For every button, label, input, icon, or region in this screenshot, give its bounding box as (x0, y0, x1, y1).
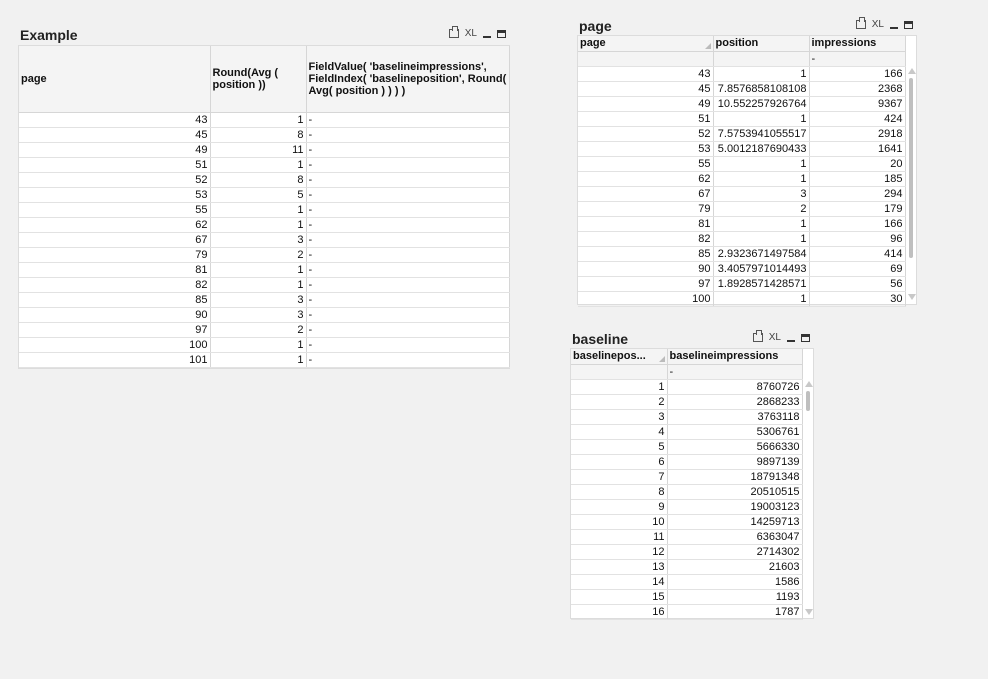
table-row[interactable] (19, 232, 509, 247)
table-cell: 5 (571, 439, 667, 454)
table-row[interactable] (19, 127, 509, 142)
table-cell: 1 (210, 112, 306, 127)
scroll-thumb[interactable] (806, 391, 810, 411)
table-cell: 67 (19, 232, 210, 247)
maximize-icon[interactable] (497, 30, 506, 38)
table-cell: 2 (713, 201, 809, 216)
table-cell: 49 (578, 96, 713, 111)
filter-row[interactable] (578, 51, 905, 66)
table-row[interactable] (571, 514, 802, 529)
col-header-page[interactable]: page (19, 46, 210, 112)
table-cell: 100 (19, 337, 210, 352)
example-table (19, 46, 510, 368)
table-cell: - (306, 292, 509, 307)
table-cell: 16 (571, 604, 667, 619)
table-cell: 1 (210, 157, 306, 172)
table-cell: 81 (19, 262, 210, 277)
table-cell: 7.8576858108108 (713, 81, 809, 96)
table-row[interactable] (19, 337, 509, 352)
table-cell: 43 (19, 112, 210, 127)
table-cell: 7 (571, 469, 667, 484)
table-row[interactable] (571, 484, 802, 499)
table-cell: - (306, 352, 509, 367)
table-cell: 1 (713, 231, 809, 246)
table-cell: 8 (210, 127, 306, 142)
table-cell: 166 (809, 216, 905, 231)
table-cell: 1 (210, 352, 306, 367)
table-cell: 14 (571, 574, 667, 589)
table-cell: 55 (19, 202, 210, 217)
table-cell: 2 (210, 322, 306, 337)
col-header-baselineposition[interactable]: baselinepos... (571, 349, 667, 364)
table-cell: 3 (713, 186, 809, 201)
table-cell: - (306, 157, 509, 172)
table-cell: 5 (210, 187, 306, 202)
baseline-table (571, 349, 803, 620)
table-cell: 424 (809, 111, 905, 126)
minimize-icon[interactable] (890, 27, 898, 29)
xl-export-icon[interactable]: XL (768, 332, 781, 343)
table-cell: - (306, 172, 509, 187)
table-cell: 1586 (667, 574, 802, 589)
table-row[interactable] (571, 559, 802, 574)
table-cell: 11 (210, 142, 306, 157)
table-row[interactable] (19, 157, 509, 172)
table-cell: 30 (809, 291, 905, 306)
table-cell: 96 (809, 231, 905, 246)
filter-cell[interactable]: - (809, 51, 905, 66)
table-cell: 2868233 (667, 394, 802, 409)
table-cell: 21603 (667, 559, 802, 574)
table-row[interactable] (19, 277, 509, 292)
table-cell: 1.8928571428571 (713, 276, 809, 291)
table-cell: 1193 (667, 589, 802, 604)
table-cell: 56 (809, 276, 905, 291)
table-row[interactable] (571, 439, 802, 454)
page-title: page (579, 18, 612, 34)
print-icon[interactable] (753, 333, 763, 342)
table-cell: 51 (578, 111, 713, 126)
table-cell: 1 (210, 337, 306, 352)
xl-export-icon[interactable]: XL (464, 28, 477, 39)
table-cell: 8 (571, 484, 667, 499)
table-row[interactable] (571, 574, 802, 589)
table-row[interactable] (19, 142, 509, 157)
table-cell: 62 (578, 171, 713, 186)
table-cell: 52 (19, 172, 210, 187)
table-cell: 9367 (809, 96, 905, 111)
table-cell: 8 (210, 172, 306, 187)
table-row[interactable] (19, 322, 509, 337)
table-cell: 18791348 (667, 469, 802, 484)
table-row[interactable] (19, 112, 509, 127)
table-row[interactable] (578, 231, 905, 246)
filter-cell[interactable]: - (667, 364, 802, 379)
filter-cell[interactable] (578, 51, 713, 66)
table-cell: 85 (19, 292, 210, 307)
table-cell: 1 (713, 156, 809, 171)
table-cell: 81 (578, 216, 713, 231)
table-cell: 8760726 (667, 379, 802, 394)
table-row[interactable] (19, 352, 509, 367)
page-table-box (577, 15, 917, 305)
table-cell: 5666330 (667, 439, 802, 454)
table-row[interactable] (578, 201, 905, 216)
table-cell: 20 (809, 156, 905, 171)
table-cell: 2 (571, 394, 667, 409)
table-cell: 3 (210, 307, 306, 322)
table-cell: - (306, 127, 509, 142)
table-cell: 20510515 (667, 484, 802, 499)
table-cell: 101 (19, 352, 210, 367)
table-cell: 62 (19, 217, 210, 232)
table-cell: 12 (571, 544, 667, 559)
scroll-thumb[interactable] (909, 78, 913, 258)
example-grid (18, 45, 510, 369)
maximize-icon[interactable] (904, 21, 913, 29)
table-cell: 1 (210, 277, 306, 292)
table-cell: 53 (578, 141, 713, 156)
table-cell: 9 (571, 499, 667, 514)
table-cell: 82 (578, 231, 713, 246)
page-table (578, 36, 906, 307)
table-row[interactable] (578, 261, 905, 276)
table-cell: - (306, 307, 509, 322)
table-row[interactable] (19, 262, 509, 277)
table-cell: 414 (809, 246, 905, 261)
baseline-caption-icons (753, 332, 810, 343)
table-cell: - (306, 142, 509, 157)
table-cell: 9897139 (667, 454, 802, 469)
baseline-title: baseline (572, 331, 629, 347)
table-cell: - (306, 112, 509, 127)
table-row[interactable] (578, 111, 905, 126)
table-cell: 2714302 (667, 544, 802, 559)
minimize-icon[interactable] (787, 340, 795, 342)
print-icon[interactable] (856, 20, 866, 29)
table-cell: 79 (578, 201, 713, 216)
table-cell: 1 (210, 202, 306, 217)
table-row[interactable] (578, 246, 905, 261)
table-cell: 5306761 (667, 424, 802, 439)
col-header-round-avg-position[interactable]: Round(Avg ( position )) (210, 46, 306, 112)
table-cell: 1 (713, 291, 809, 306)
table-row[interactable] (578, 291, 905, 306)
maximize-icon[interactable] (801, 334, 810, 342)
table-row[interactable] (571, 589, 802, 604)
table-row[interactable] (19, 307, 509, 322)
table-cell: 294 (809, 186, 905, 201)
table-row[interactable] (578, 171, 905, 186)
table-row[interactable] (578, 156, 905, 171)
table-cell: 19003123 (667, 499, 802, 514)
table-cell: 79 (19, 247, 210, 262)
table-cell: 45 (578, 81, 713, 96)
example-caption-icons (449, 28, 506, 39)
table-row[interactable] (578, 276, 905, 291)
table-cell: 166 (809, 66, 905, 81)
table-row[interactable] (19, 292, 509, 307)
col-header-position[interactable]: position (713, 36, 809, 51)
xl-export-icon[interactable]: XL (871, 19, 884, 30)
table-cell: 90 (578, 261, 713, 276)
page-caption-icons (856, 19, 913, 30)
table-row[interactable] (19, 202, 509, 217)
table-cell: 14259713 (667, 514, 802, 529)
table-cell: 55 (578, 156, 713, 171)
col-header-page[interactable]: page (578, 36, 713, 51)
scroll-up-icon[interactable] (908, 68, 916, 74)
baseline-grid (570, 348, 814, 619)
table-cell: - (306, 202, 509, 217)
print-icon[interactable] (449, 29, 459, 38)
table-cell: 1 (571, 379, 667, 394)
table-row[interactable] (571, 604, 802, 619)
table-cell: - (306, 187, 509, 202)
table-cell: 97 (19, 322, 210, 337)
table-row[interactable] (578, 186, 905, 201)
table-cell: 2918 (809, 126, 905, 141)
page-grid (577, 35, 917, 305)
table-cell: 7.5753941055517 (713, 126, 809, 141)
table-row[interactable] (571, 499, 802, 514)
table-cell: 67 (578, 186, 713, 201)
table-cell: 69 (809, 261, 905, 276)
table-cell: 2368 (809, 81, 905, 96)
table-row[interactable] (578, 126, 905, 141)
table-cell: 1 (713, 171, 809, 186)
minimize-icon[interactable] (483, 36, 491, 38)
col-header-impressions[interactable]: impressions (809, 36, 905, 51)
table-row[interactable] (571, 394, 802, 409)
table-cell: - (306, 232, 509, 247)
table-cell: 90 (19, 307, 210, 322)
table-cell: 51 (19, 157, 210, 172)
table-cell: 15 (571, 589, 667, 604)
sort-indicator-icon (705, 43, 711, 49)
table-cell: - (306, 337, 509, 352)
table-cell: 2 (210, 247, 306, 262)
table-cell: 10 (571, 514, 667, 529)
table-cell: 3763118 (667, 409, 802, 424)
table-cell: 52 (578, 126, 713, 141)
table-cell: 53 (19, 187, 210, 202)
table-cell: 179 (809, 201, 905, 216)
table-cell: 3.4057971014493 (713, 261, 809, 276)
table-cell: - (306, 247, 509, 262)
scroll-down-icon[interactable] (908, 294, 916, 300)
table-cell: 6363047 (667, 529, 802, 544)
table-cell: - (306, 217, 509, 232)
table-cell: 1 (713, 66, 809, 81)
baseline-scrollbar[interactable] (804, 379, 813, 617)
table-row[interactable] (571, 529, 802, 544)
table-cell: 5.0012187690433 (713, 141, 809, 156)
table-row[interactable] (19, 247, 509, 262)
table-cell: 85 (578, 246, 713, 261)
table-cell: 1 (210, 262, 306, 277)
table-row[interactable] (578, 81, 905, 96)
table-row[interactable] (19, 172, 509, 187)
table-cell: - (306, 262, 509, 277)
table-row[interactable] (578, 141, 905, 156)
table-row[interactable] (571, 544, 802, 559)
scroll-down-icon[interactable] (805, 609, 813, 615)
table-row[interactable] (19, 187, 509, 202)
table-cell: 82 (19, 277, 210, 292)
table-cell: 1 (210, 217, 306, 232)
table-cell: 4 (571, 424, 667, 439)
table-cell: 3 (571, 409, 667, 424)
table-cell: 2.9323671497584 (713, 246, 809, 261)
table-cell: 43 (578, 66, 713, 81)
table-cell: 100 (578, 291, 713, 306)
table-row[interactable] (571, 424, 802, 439)
filter-cell[interactable] (713, 51, 809, 66)
table-cell: 97 (578, 276, 713, 291)
filter-cell[interactable] (571, 364, 667, 379)
col-header-baselineimpressions[interactable]: baselineimpressions (667, 349, 802, 364)
example-table-box (18, 24, 510, 369)
table-row[interactable] (571, 469, 802, 484)
table-cell: 13 (571, 559, 667, 574)
table-cell: 1787 (667, 604, 802, 619)
example-title: Example (20, 27, 78, 43)
table-cell: 1 (713, 216, 809, 231)
table-cell: 11 (571, 529, 667, 544)
table-row[interactable] (578, 216, 905, 231)
scroll-up-icon[interactable] (805, 381, 813, 387)
table-cell: 49 (19, 142, 210, 157)
table-cell: 185 (809, 171, 905, 186)
col-header-fieldvalue-expression[interactable]: FieldValue( 'baselineimpressions', FieldIndex( 'baselineposition', Round( Avg( position ) ) ) ) (306, 46, 509, 112)
table-row[interactable] (571, 454, 802, 469)
table-cell: - (306, 322, 509, 337)
table-cell: 10.552257926764 (713, 96, 809, 111)
table-cell: 3 (210, 292, 306, 307)
table-row[interactable] (578, 96, 905, 111)
table-cell: 3 (210, 232, 306, 247)
filter-row[interactable] (571, 364, 802, 379)
table-row[interactable] (19, 217, 509, 232)
table-cell: 45 (19, 127, 210, 142)
example-caption (18, 24, 510, 47)
table-cell: 1 (713, 111, 809, 126)
table-cell: 1641 (809, 141, 905, 156)
baseline-table-box (570, 328, 814, 620)
table-cell: 6 (571, 454, 667, 469)
table-cell: - (306, 277, 509, 292)
table-row[interactable] (571, 409, 802, 424)
table-row[interactable] (571, 379, 802, 394)
table-row[interactable] (578, 66, 905, 81)
sort-indicator-icon (659, 356, 665, 362)
page-scrollbar[interactable] (907, 66, 916, 302)
